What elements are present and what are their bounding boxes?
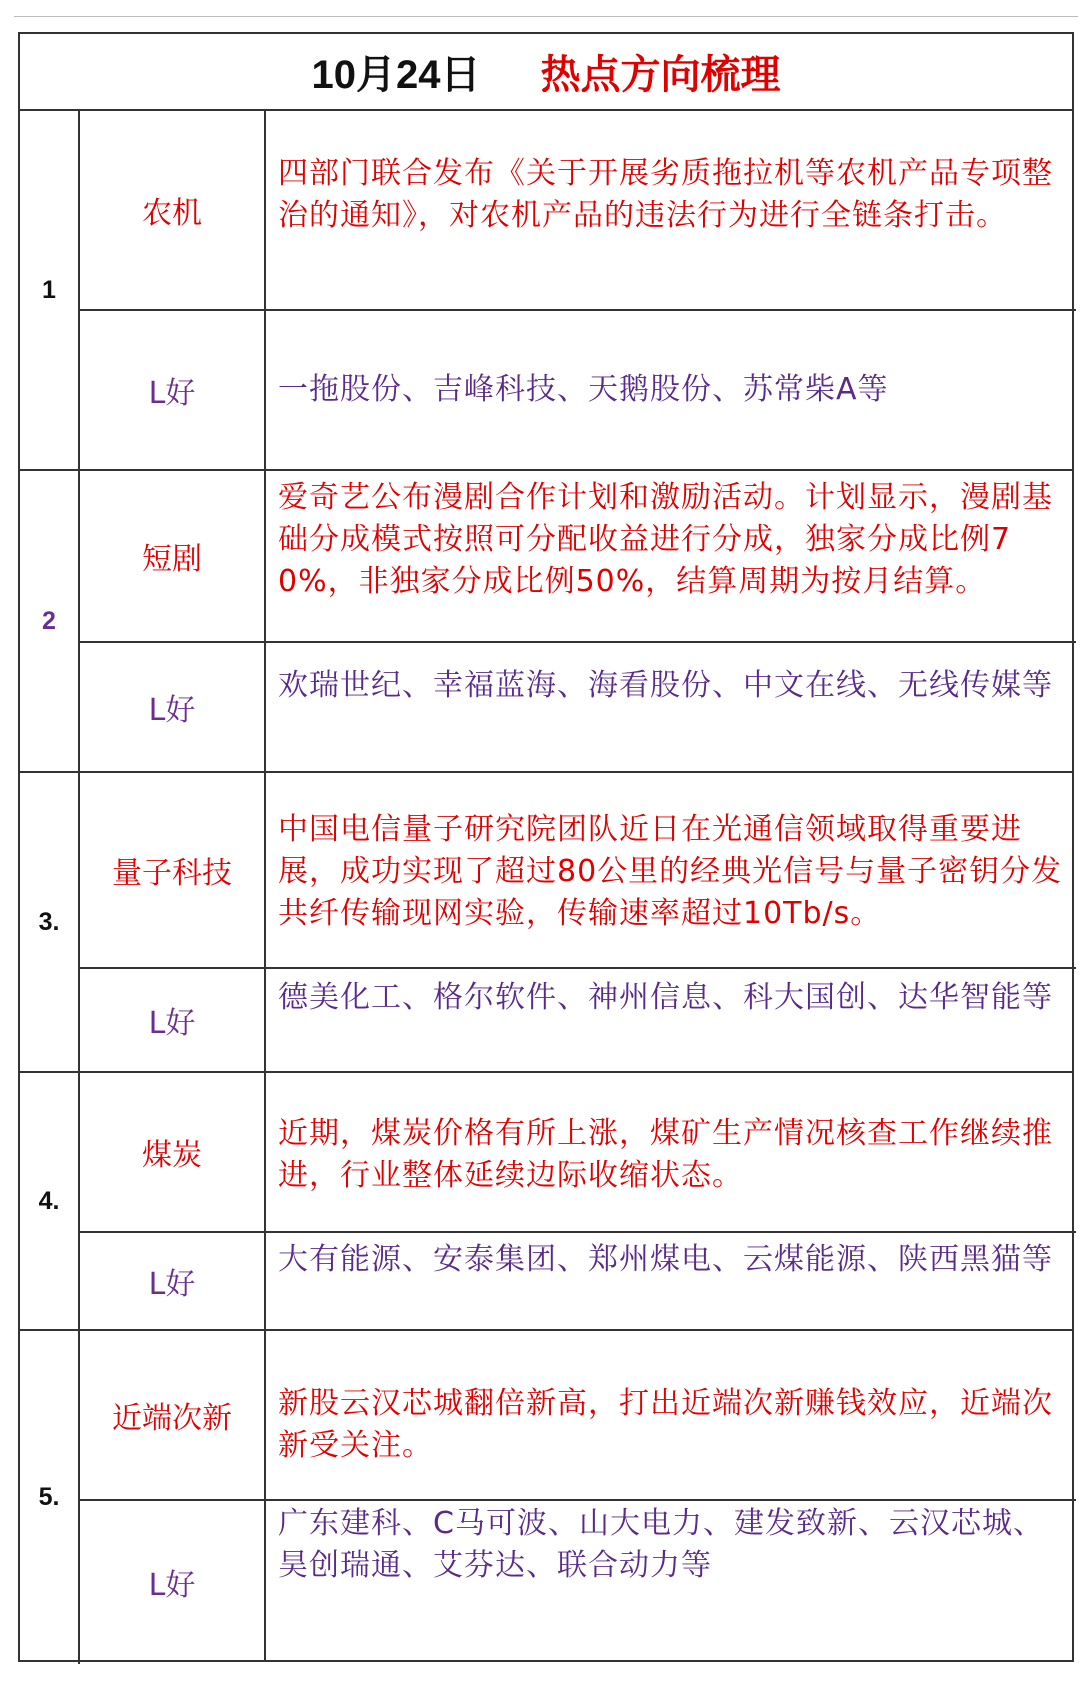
- header-title: 热点方向梳理: [540, 52, 781, 98]
- header-date: 10月24日: [311, 53, 481, 97]
- topic-cell: [80, 471, 1076, 643]
- stocks-text: 广东建科、C马可波、山大电力、建发致新、云汉芯城、昊创瑞通、艾芬达、联合动力等: [278, 1506, 1044, 1583]
- benefit-cell: [80, 1501, 1076, 1662]
- news-text: 新股云汉芯城翻倍新高，打出近端次新赚钱效应，近端次新受关注。: [278, 1386, 1053, 1463]
- benefit-label: L好: [80, 643, 266, 771]
- news-text: 爱奇艺公布漫剧合作计划和激励活动。计划显示，漫剧基础分成模式按照可分配收益进行分成，独家分成比例70%，非独家分成比例50%，结算周期为按月结算。: [278, 480, 1053, 599]
- table-header: [20, 34, 1072, 111]
- news-text: 中国电信量子研究院团队近日在光通信领域取得重要进展，成功实现了超过80公里的经典光信号与量子密钥分发共纤传输现网实验，传输速率超过10Tb/s。: [278, 812, 1063, 931]
- stocks-text: 一拖股份、吉峰科技、天鹅股份、苏常柴A等: [278, 372, 889, 407]
- topic-label: 近端次新: [80, 1331, 266, 1499]
- topic-cell: [80, 111, 1076, 311]
- table-row: [20, 1331, 1072, 1664]
- topic-label: 煤炭: [80, 1073, 266, 1231]
- topic-cell: [80, 1073, 1076, 1233]
- table-row: [20, 471, 1072, 773]
- benefit-label: L好: [80, 1501, 266, 1662]
- topic-cell: [80, 1331, 1076, 1501]
- table-row: [20, 773, 1072, 1073]
- benefit-label: L好: [80, 311, 266, 469]
- top-rule: [14, 16, 1078, 17]
- row-number: 5.: [20, 1331, 80, 1664]
- stocks-text: 欢瑞世纪、幸福蓝海、海看股份、中文在线、无线传媒等: [278, 668, 1053, 703]
- row-number: 2: [20, 471, 80, 771]
- hotspot-table: [18, 32, 1074, 1662]
- benefit-label: L好: [80, 1233, 266, 1329]
- row-number: 3.: [20, 773, 80, 1071]
- row-number: 4.: [20, 1073, 80, 1329]
- stocks-text: 德美化工、格尔软件、神州信息、科大国创、达华智能等: [278, 980, 1053, 1015]
- topic-label: 农机: [80, 111, 266, 309]
- benefit-label: L好: [80, 969, 266, 1071]
- news-text: 四部门联合发布《关于开展劣质拖拉机等农机产品专项整治的通知》，对农机产品的违法行为进行全链条打击。: [278, 156, 1053, 233]
- topic-label: 短剧: [80, 471, 266, 641]
- topic-cell: [80, 773, 1076, 969]
- row-number: 1: [20, 111, 80, 469]
- benefit-cell: [80, 969, 1076, 1071]
- benefit-cell: [80, 311, 1076, 469]
- stocks-text: 大有能源、安泰集团、郑州煤电、云煤能源、陕西黑猫等: [278, 1242, 1053, 1277]
- news-text: 近期，煤炭价格有所上涨，煤矿生产情况核查工作继续推进，行业整体延续边际收缩状态。: [278, 1116, 1053, 1193]
- benefit-cell: [80, 643, 1076, 771]
- table-row: [20, 1073, 1072, 1331]
- benefit-cell: [80, 1233, 1076, 1329]
- topic-label: 量子科技: [80, 773, 266, 967]
- table-row: [20, 111, 1072, 471]
